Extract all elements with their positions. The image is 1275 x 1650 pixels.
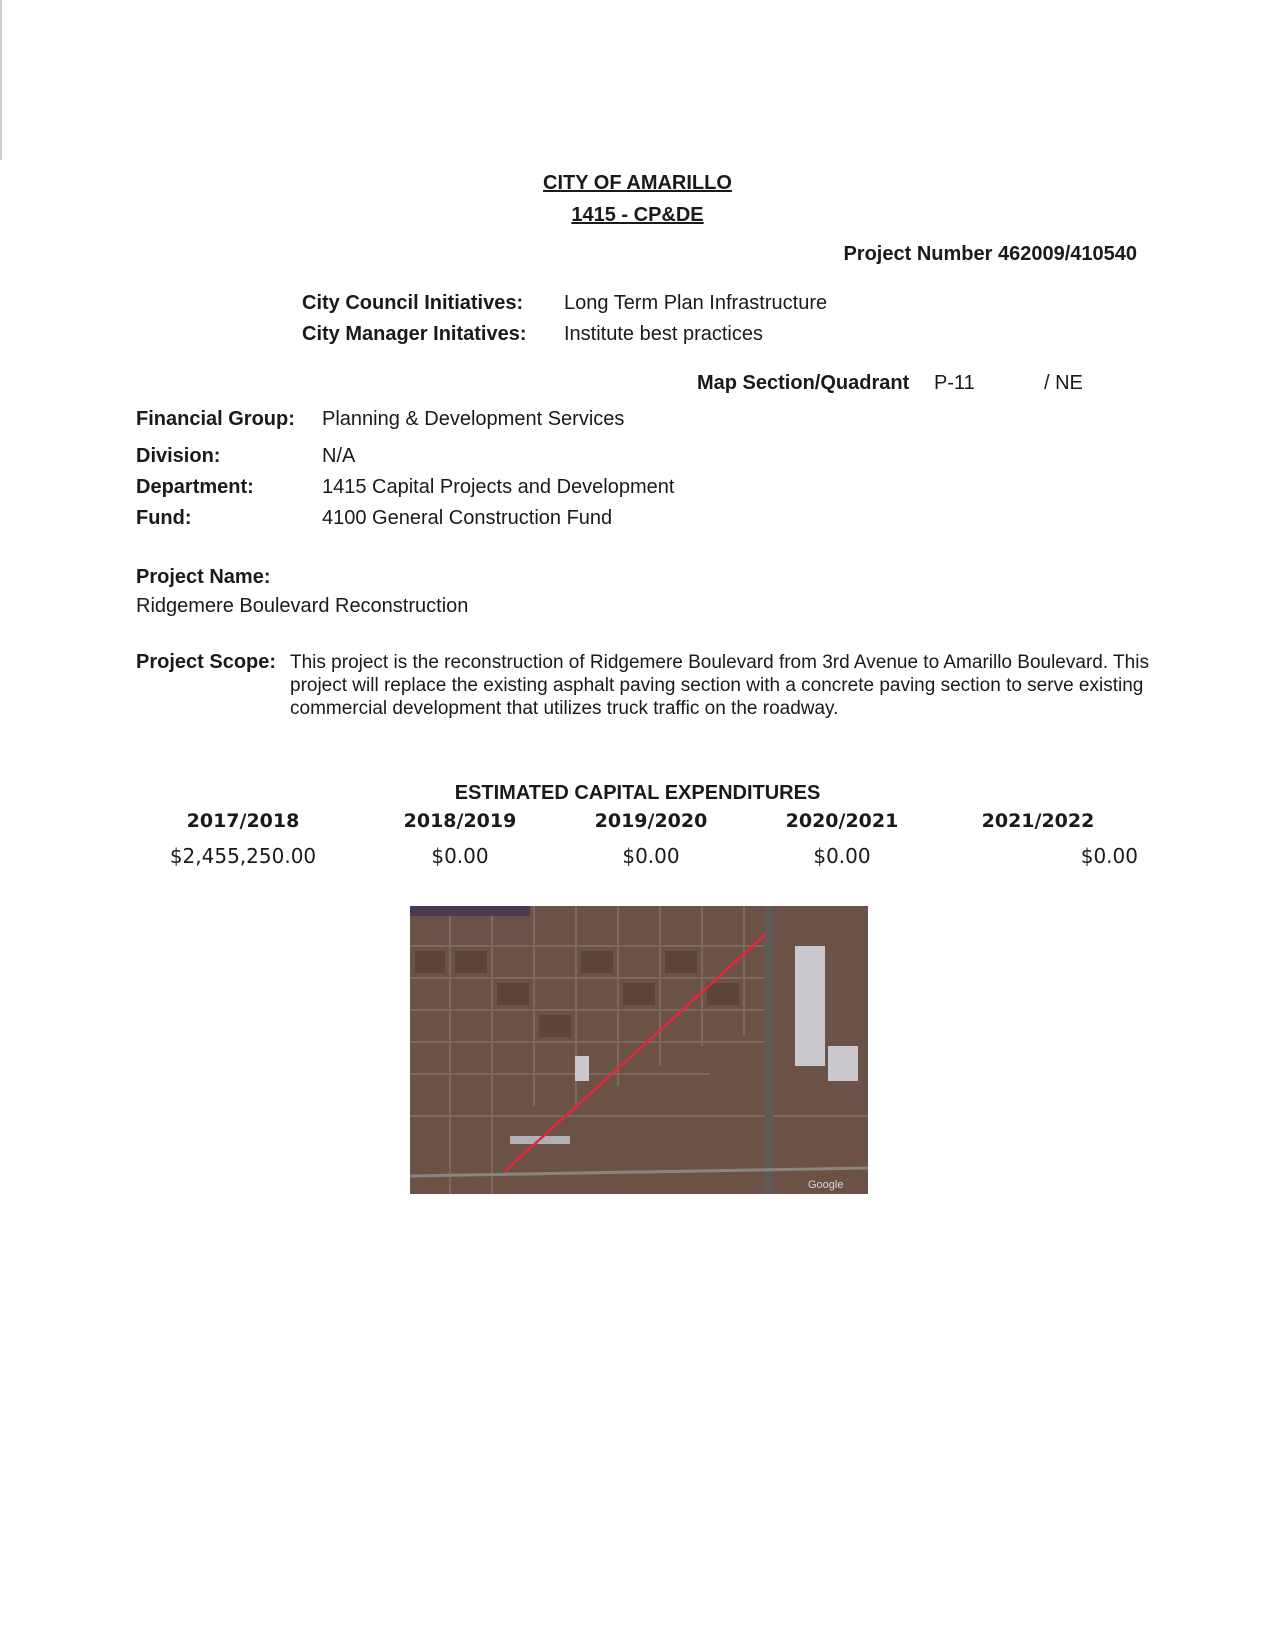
map-industrial-building xyxy=(828,1046,858,1081)
map-watermark: Google xyxy=(808,1179,844,1191)
map-section-code: P-11 xyxy=(934,372,975,394)
project-scope-label: Project Scope: xyxy=(136,651,277,673)
document-subtitle: 1415 - CP&DE xyxy=(571,204,704,226)
project-name-value: Ridgemere Boulevard Reconstruction xyxy=(136,595,469,617)
map-top-building xyxy=(410,906,530,916)
expenditure-column xyxy=(742,810,942,868)
expenditure-amount: $0.00 xyxy=(1080,844,1138,868)
map-industrial-building xyxy=(795,946,825,1066)
expenditure-year: 2017/2018 xyxy=(186,810,300,832)
project-name-label: Project Name: xyxy=(136,566,271,588)
expenditure-year: 2021/2022 xyxy=(981,810,1095,832)
expenditure-amount: $2,455,250.00 xyxy=(169,844,317,868)
manager-initiatives-label: City Manager Initatives: xyxy=(302,323,527,345)
council-initiatives-label: City Council Initiatives: xyxy=(302,292,524,314)
expenditure-year: 2020/2021 xyxy=(785,810,899,832)
division-label: Division: xyxy=(136,445,221,467)
project-number-value: 462009/410540 xyxy=(997,243,1137,265)
financial-group-label: Financial Group: xyxy=(136,408,295,430)
document-title: CITY OF AMARILLO xyxy=(543,172,732,194)
project-scope-text: This project is the reconstruction of Ridgemere Boulevard from 3rd Avenue to Amarillo Boulevard. This project will replace the existing asphalt paving section with a concrete paving section to serve existing commercial development that utilizes truck traffic on the roadway. xyxy=(290,652,1149,719)
expenditure-column xyxy=(938,810,1138,868)
department-label: Department: xyxy=(136,476,254,498)
expenditure-amount: $0.00 xyxy=(813,844,871,868)
manager-initiatives-value: Institute best practices xyxy=(564,323,763,345)
expenditure-year: 2019/2020 xyxy=(594,810,708,832)
map-rail-corridor xyxy=(765,906,773,1194)
expenditure-amount: $0.00 xyxy=(622,844,680,868)
expenditure-year: 2018/2019 xyxy=(403,810,517,832)
aerial-map-image xyxy=(410,906,868,1194)
expenditures-heading: ESTIMATED CAPITAL EXPENDITURES xyxy=(454,782,821,804)
map-section-label: Map Section/Quadrant xyxy=(697,372,910,394)
expenditure-column xyxy=(551,810,751,868)
project-number-label: Project Number xyxy=(843,243,993,265)
scan-edge xyxy=(0,0,2,160)
financial-group-value: Planning & Development Services xyxy=(322,408,625,430)
fund-label: Fund: xyxy=(136,507,192,529)
expenditure-amount: $0.00 xyxy=(431,844,489,868)
project-number xyxy=(843,243,1137,266)
expenditure-column xyxy=(143,810,343,868)
department-value: 1415 Capital Projects and Development xyxy=(322,476,675,498)
division-value: N/A xyxy=(322,445,356,467)
council-initiatives-value: Long Term Plan Infrastructure xyxy=(564,292,828,314)
expenditure-column xyxy=(360,810,560,868)
map-quadrant: / NE xyxy=(1044,372,1083,394)
fund-value: 4100 General Construction Fund xyxy=(322,507,613,529)
map-building xyxy=(575,1056,589,1081)
